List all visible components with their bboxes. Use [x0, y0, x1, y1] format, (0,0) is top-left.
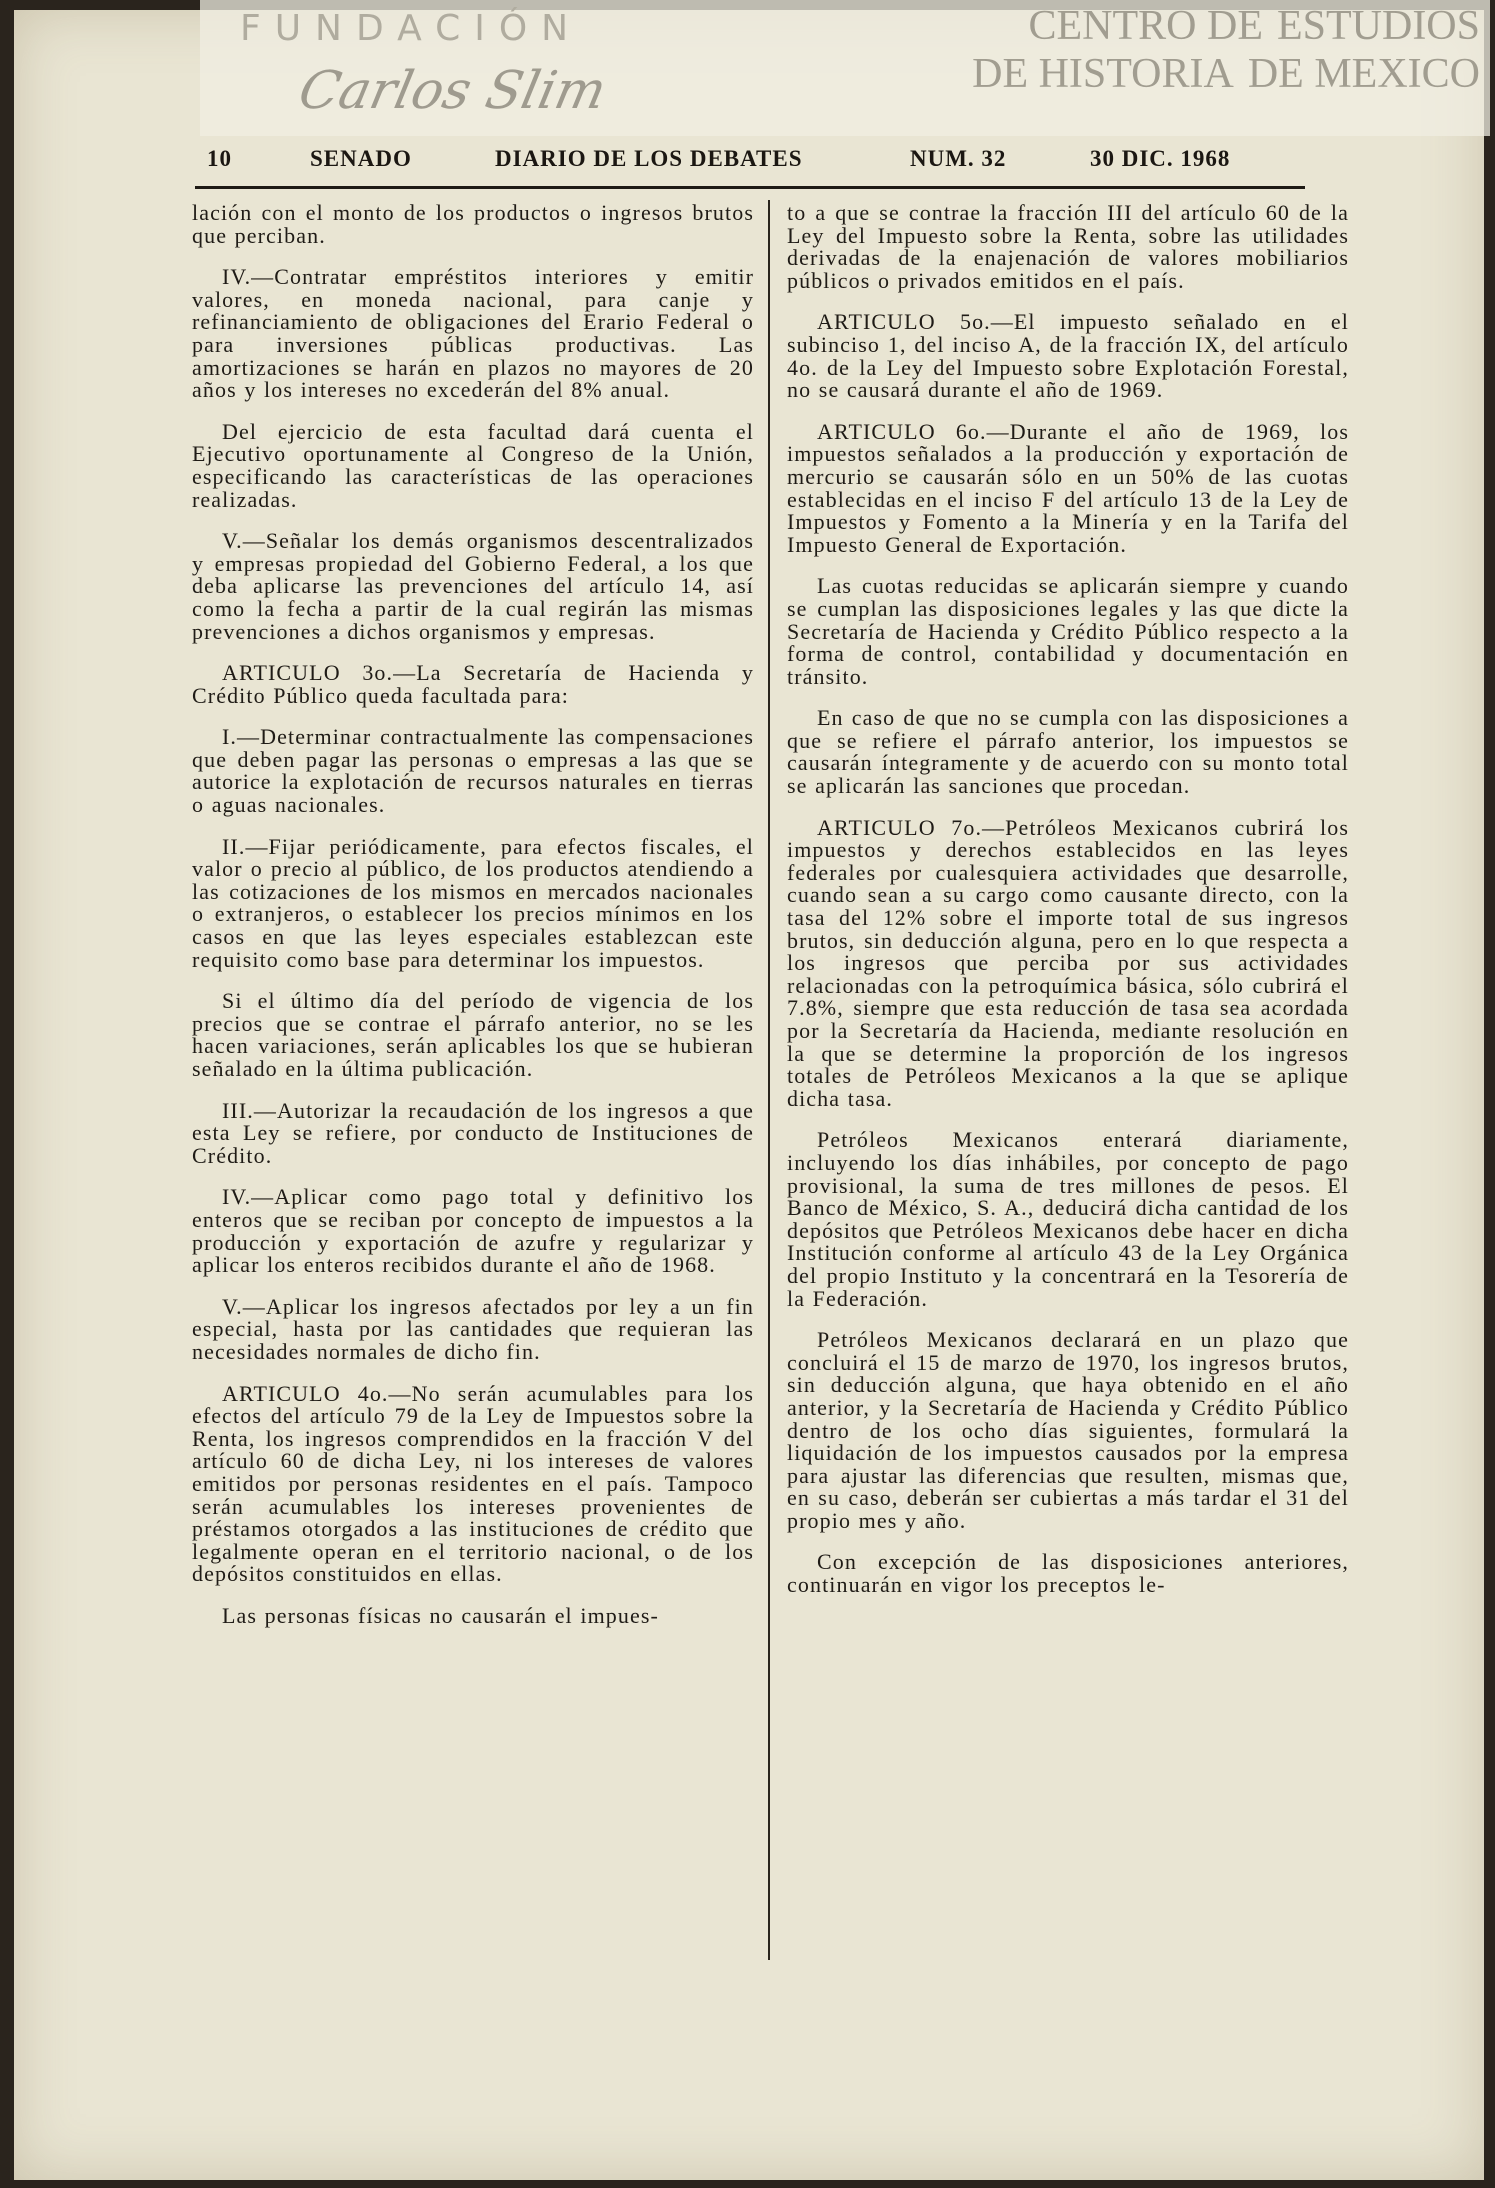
- watermark-foundation: FUNDACIÓN: [240, 8, 583, 49]
- paragraph: to a que se contrae la fracción III del artículo 60 de la Ley del Impuesto sobre la Renta, sobre las utilidades derivadas de la enajenación de valores mobiliarios públicos o privados emitidos en el país.: [787, 200, 1349, 293]
- paragraph: Petróleos Mexicanos declarará en un plazo que concluirá el 15 de marzo de 1970, los ingresos brutos, sin deducción alguna, que haya obtenido en el año anterior, y la Secretaría de Hacienda y Crédito Público dentro de los ocho días siguientes, formulará la liquidación de los impuestos causados por la empresa para ajustar las diferencias que resulten, mismas que, en su caso, deberán ser cubiertas a más tardar el 31 del propio mes y año.: [787, 1327, 1349, 1533]
- paragraph: Si el último día del período de vigencia de los precios que se contrae el párrafo anterior, no se les hacen variaciones, serán aplicables los que se hubieran señalado en la última publicación.: [192, 988, 754, 1081]
- paragraph: En caso de que no se cumpla con las disposiciones a que se refiere el párrafo anterior, los impuestos se causarán íntegramente y de acuerdo con su monto total se aplicarán las sanciones que procedan.: [787, 705, 1349, 799]
- page-number: 10: [207, 146, 232, 171]
- paragraph: Del ejercicio de esta facultad dará cuenta el Ejecutivo oportunamente al Congreso de la Unión, especificando las características de las operaciones realizadas.: [192, 418, 754, 512]
- paragraph: Petróleos Mexicanos enterará diariamente, incluyendo los días inhábiles, por concepto de pago provisional, la suma de tres millones de pesos. El Banco de México, S. A., deducirá dicha cantidad de los depósitos que Petróleos Mexicanos debe hacer en dicha Institución conforme al artículo 43 de la Ley Orgánica del propio Instituto y la concentrará en la Tesorería de la Federación.: [787, 1127, 1349, 1311]
- paragraph: ARTICULO 4o.—No serán acumulables para los efectos del artículo 79 de la Ley de Impuestos sobre la Renta, los ingresos comprendidos en la fracción V del artículo 60 de dicha Ley, ni los intereses de valores emitidos por personas residentes en el país. Tampoco serán acumulables los intereses provenientes de préstamos otorgados a las instituciones de crédito que legalmente operan en el territorio nacional, o de los depósitos constituidos en ellas.: [192, 1380, 754, 1587]
- watermark-row: [958, 52, 1480, 96]
- header-rule: [195, 186, 1305, 189]
- paragraph: I.—Determinar contractualmente las compensaciones que deben pagar las personas o empresas a las que se autorice la explotación de recursos naturales en tierras o aguas nacionales.: [192, 724, 754, 818]
- paragraph: V.—Señalar los demás organismos descentralizados y empresas propiedad del Gobierno Federal, a los que deba aplicarse las prevenciones del artículo 14, así como la fecha a partir de la cual regirán las mismas prevenciones a dichos organismos y empresas.: [192, 528, 754, 644]
- publication-title: DIARIO DE LOS DEBATES: [495, 146, 803, 171]
- issue-number: NUM. 32: [910, 146, 1007, 171]
- watermark-line: CENTRO DE: [1028, 3, 1263, 49]
- watermark-line: DE MEXICO: [1247, 51, 1480, 97]
- issue-date: 30 DIC. 1968: [1090, 146, 1231, 171]
- paragraph: Las cuotas reducidas se aplicarán siempre y cuando se cumplan las disposiciones legales y las que dicte la Secretaría de Hacienda y Crédito Público respecto a la forma de control, contabilidad y documentación en tránsito.: [787, 573, 1349, 689]
- paragraph: ARTICULO 5o.—El impuesto señalado en el subinciso 1, del inciso A, de la fracción IX, del artículo 4o. de la Ley del Impuesto sobre Explotación Forestal, no se causará durante el año de 1969.: [787, 309, 1349, 403]
- column-divider: [768, 200, 770, 1960]
- paragraph: II.—Fijar periódicamente, para efectos fiscales, el valor o precio al público, de los productos atendiendo a las cotizaciones de los mismos en mercados nacionales o extranjeros, o establecer los precios mínimos en los casos en que las leyes especiales establezcan este requisito como base para determinar los impuestos.: [192, 833, 754, 972]
- paragraph: V.—Aplicar los ingresos afectados por ley a un fin especial, hasta por las cantidades que requieran las necesidades normales de dicho fin.: [192, 1293, 754, 1364]
- chamber-label: SENADO: [310, 146, 412, 171]
- paragraph: IV.—Aplicar como pago total y definitivo los enteros que se reciban por concepto de impuestos a la producción y exportación de azufre y regularizar y aplicar los enteros recibidos durante el año de 1968.: [192, 1184, 754, 1278]
- paragraph: ARTICULO 3o.—La Secretaría de Hacienda y Crédito Público queda facultada para:: [192, 660, 754, 708]
- watermark-line: DE HISTORIA: [972, 51, 1234, 97]
- paragraph: Con excepción de las disposiciones anteriores, continuarán en vigor los preceptos le-: [787, 1549, 1349, 1598]
- paragraph: lación con el monto de los productos o ingresos brutos que perciban.: [192, 200, 754, 248]
- paragraph: IV.—Contratar empréstitos interiores y emitir valores, en moneda nacional, para canje y refinanciamiento de obligaciones del Erario Federal o para inversiones públicas productivas. Las amortizaciones se harán en plazos no mayores de 20 años y los intereses no excederán del 8% anual.: [192, 264, 754, 403]
- paragraph: Las personas físicas no causarán el impues-: [222, 1602, 659, 1628]
- paragraph: ARTICULO 6o.—Durante el año de 1969, los impuestos señalados a la producción y exportación de mercurio se causarán sólo en un 50% de las cuotas establecidas en el inciso F del artículo 13 de la Ley de Impuestos y Fomento a la Minería y en la Tarifa del Impuesto General de Exportación.: [787, 418, 1349, 557]
- paragraph: III.—Autorizar la recaudación de los ingresos a que esta Ley se refiere, por conducto de Instituciones de Crédito.: [192, 1097, 754, 1168]
- right-column: [787, 202, 1349, 1616]
- left-column: [192, 202, 754, 1646]
- watermark-line: ESTUDIOS: [1276, 3, 1480, 49]
- paragraph: ARTICULO 7o.—Petróleos Mexicanos cubrirá los impuestos y derechos establecidos en las leyes federales por cualesquiera actividades que desarrolle, cuando sean a su cargo como causante directo, con la tasa del 12% sobre el importe total de sus ingresos brutos, sin deducción alguna, pero en lo que respecta a los ingresos que perciba por sus actividades relacionadas con la petroquímica básica, sólo cubrirá el 7.8%, siempre que esta reducción de tasa sea acordada por la Secretaría da Hacienda, mediante resolución en la que se determine la proporción de los ingresos totales de Petróleos Mexicanos a la que se aplique dicha tasa.: [787, 814, 1349, 1111]
- watermark-signature: Carlos Slim: [293, 61, 612, 121]
- watermark-row: [1014, 4, 1480, 48]
